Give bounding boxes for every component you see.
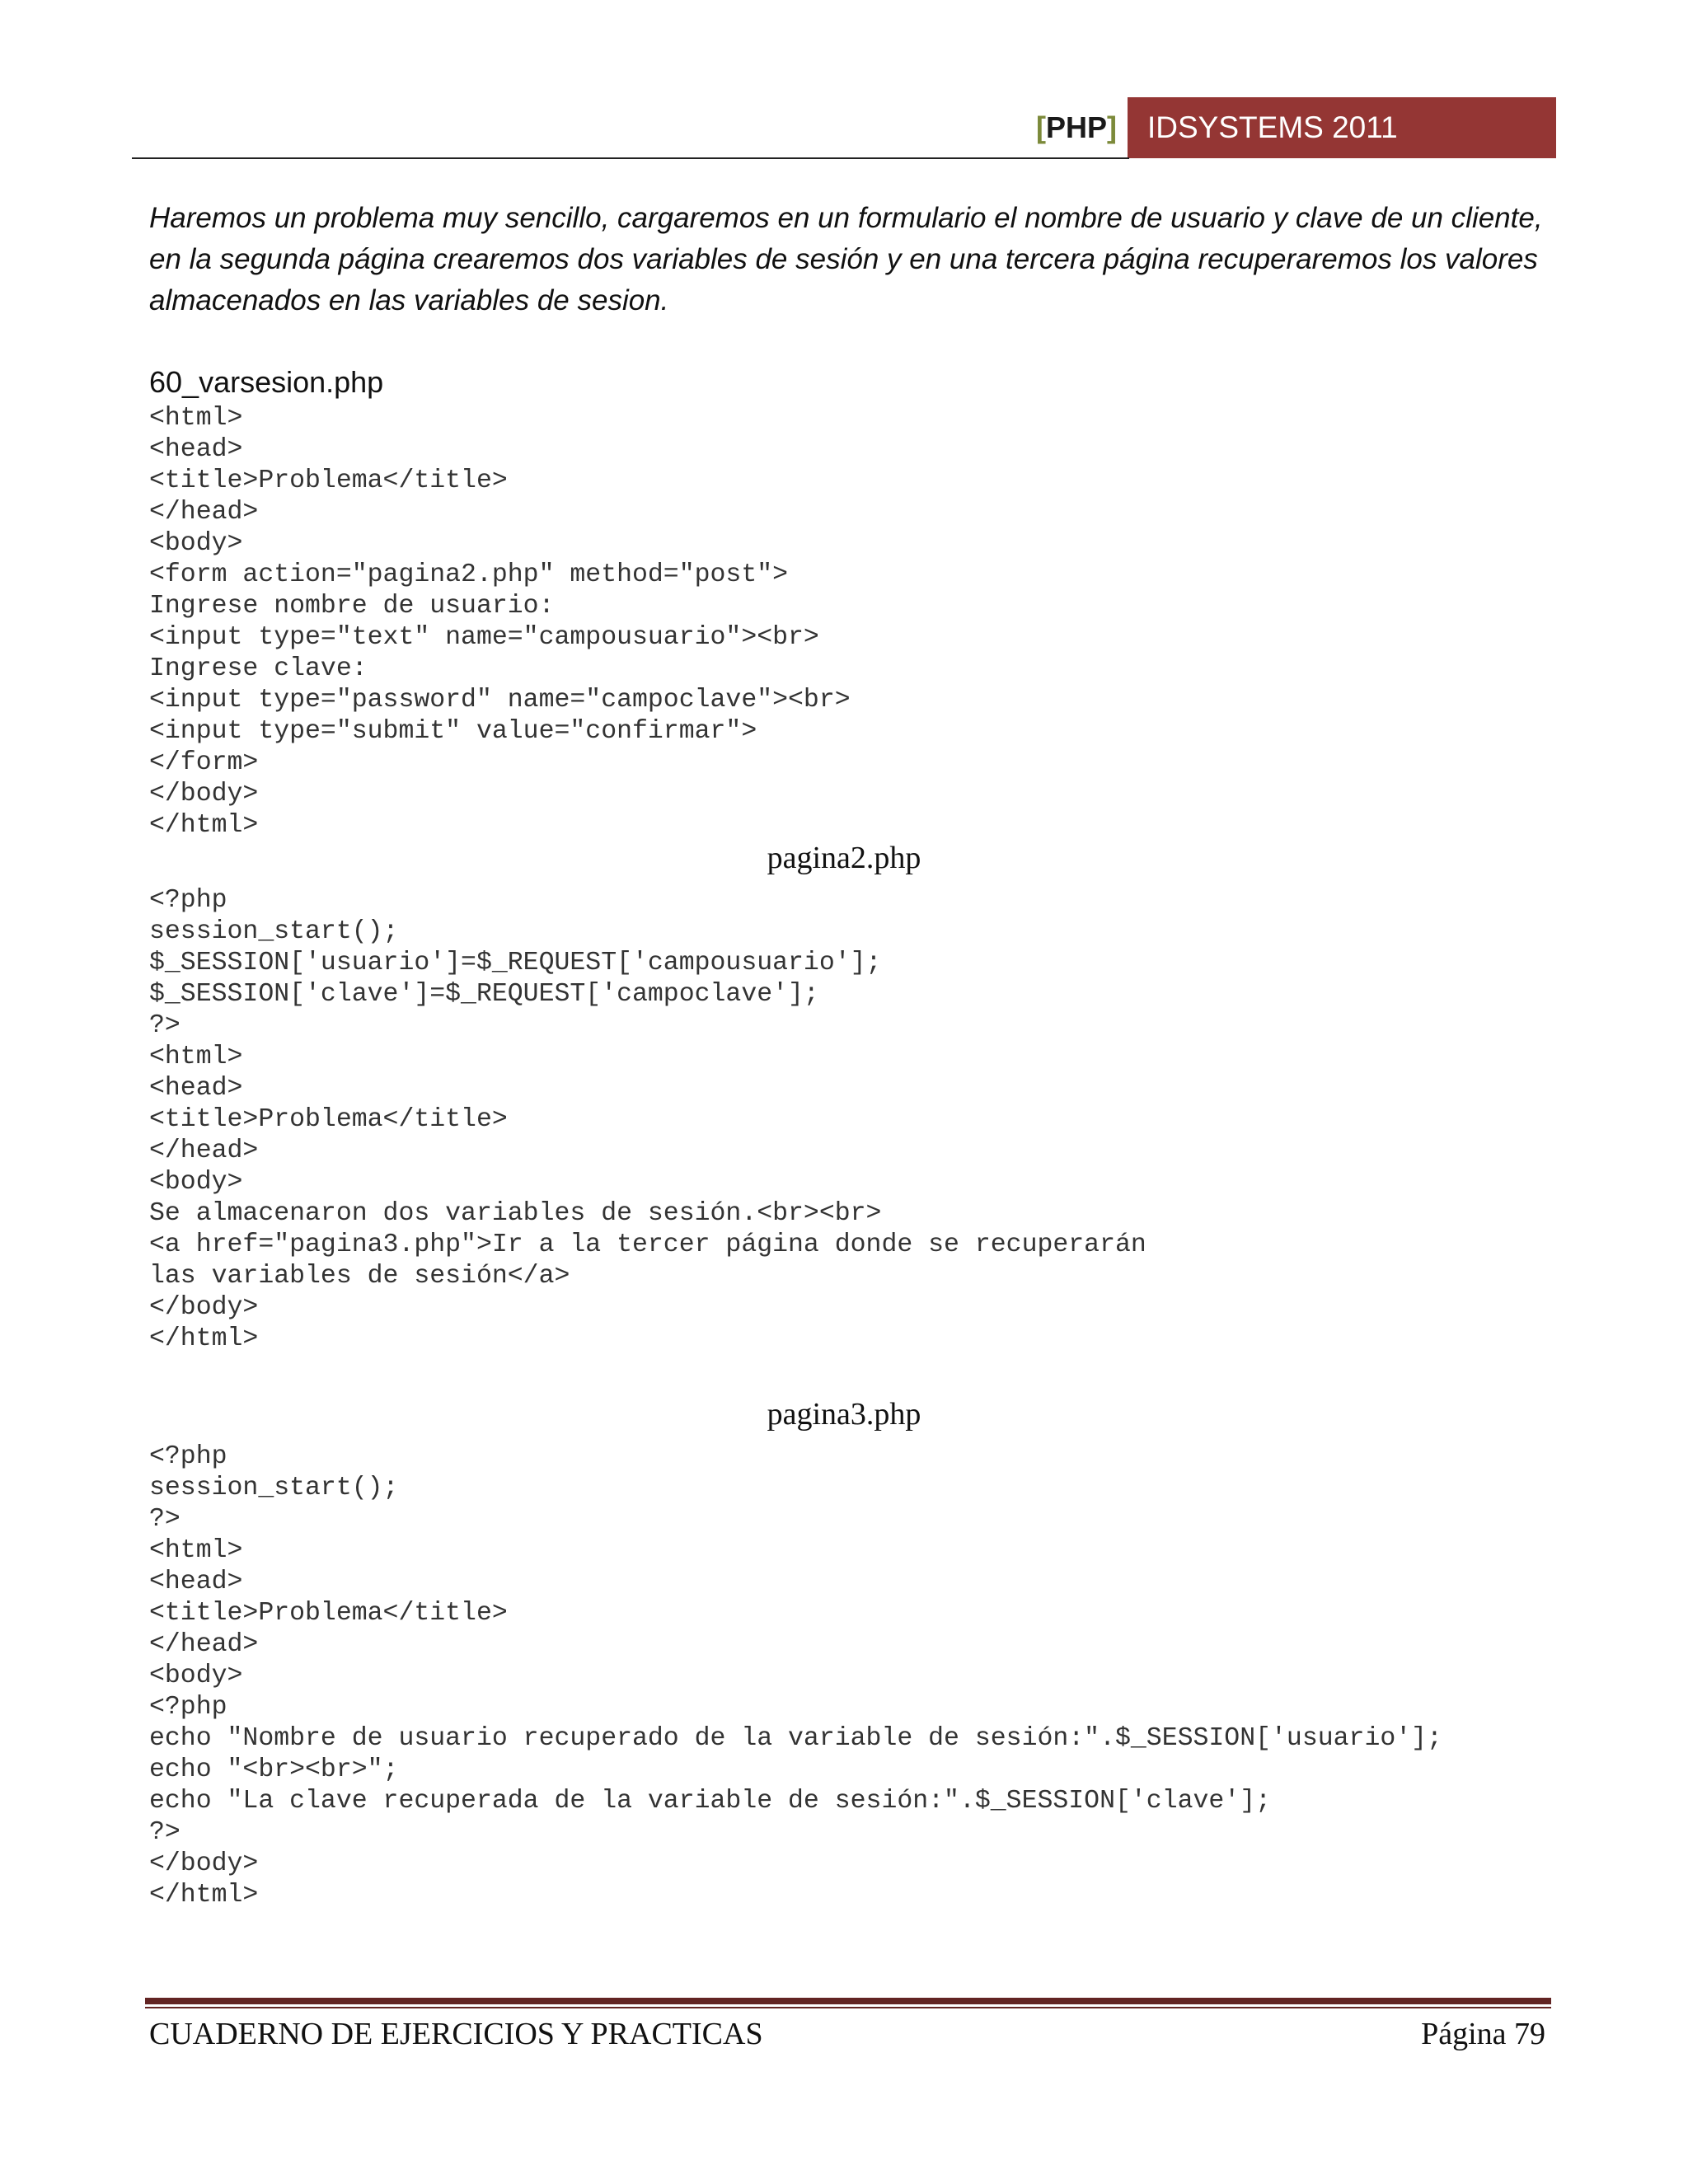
section-1-filename: 60_varsesion.php — [149, 365, 384, 399]
footer-divider-thin — [145, 2007, 1551, 2008]
intro-paragraph: Haremos un problema muy sencillo, cargaremos en un formulario el nombre de usuario y clave de un cliente, en la segunda página crearemos dos variables de sesión y en una tercera página recuperaremos los valores almacenados en las variables de sesion. — [149, 202, 1543, 316]
footer-page-number: Página 79 — [1421, 2017, 1545, 2051]
header-divider — [132, 157, 1129, 159]
footer-book-title: CUADERNO DE EJERCICIOS Y PRACTICAS — [149, 2017, 763, 2051]
section-3-filename: pagina3.php — [767, 1397, 921, 1432]
section-2-filename: pagina2.php — [767, 841, 921, 875]
footer-divider-thick — [145, 1998, 1551, 2004]
section-2-code: <?php session_start(); $_SESSION['usuario']=$_REQUEST['campousuario']; $_SESSION['clave']=$_REQUEST['campoclave']; ?> <html> <head> <title>Problema</title> </head> <body> Se almacenaron dos variables de sesión.<br><br> <a href="pagina3.php">Ir a la tercer página donde se recuperarán las variables de sesión</a> </body> </html> — [149, 886, 1146, 1353]
header-bracket-close: ] — [1107, 110, 1117, 144]
header-subject-text: PHP — [1045, 110, 1107, 144]
header-bracket-open: [ — [1035, 110, 1046, 144]
section-3-code: <?php session_start(); ?> <html> <head> <title>Problema</title> </head> <body> <?php echo "Nombre de usuario recuperado de la variable de sesión:".$_SESSION['usuario']; echo "<br><br>"; echo "La clave recuperada de la variable de sesión:".$_SESSION['clave']; ?> </body> </html> — [149, 1442, 1442, 1910]
page-header — [0, 0, 1688, 165]
header-band-title: IDSYSTEMS 2011 — [1128, 97, 1556, 158]
section-1-code: <html> <head> <title>Problema</title> </head> <body> <form action="pagina2.php" method="post"> Ingrese nombre de usuario: <input type="text" name="campousuario"><br> Ingrese clave: <input type="password" name="campoclave"><br> <input type="submit" value="confirmar"> </form> </body> </html> — [149, 404, 851, 840]
header-subject — [952, 97, 1117, 158]
